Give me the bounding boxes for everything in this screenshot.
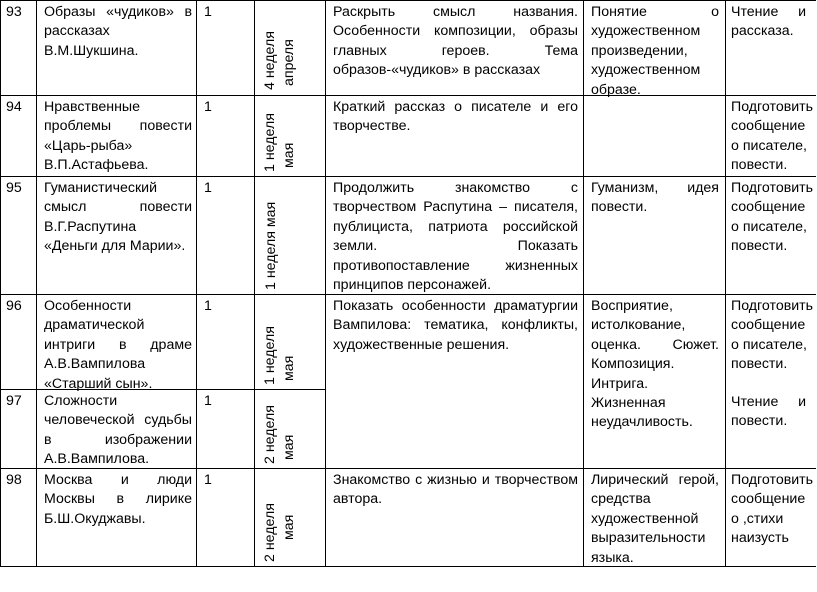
row-number: 97	[6, 393, 22, 409]
row-number: 93	[6, 4, 22, 20]
row-divider	[0, 0, 816, 1]
column-divider	[36, 0, 37, 567]
lesson-date	[261, 503, 299, 562]
homework: Чтение и повести.	[731, 394, 806, 430]
lesson-goals: Раскрыть смысл названия. Особенности композиции, образы главных героев. Тема образов-«чудиков» в рассказах	[333, 4, 578, 79]
lesson-date	[262, 202, 281, 290]
column-divider	[583, 0, 584, 567]
column-divider	[196, 0, 197, 567]
lesson-topic: Москва и люди Москвы в лирике Б.Ш.Окуджавы.	[44, 472, 192, 527]
homework: Подготовить сообщение о писателе, повести.	[731, 99, 814, 174]
row-divider	[0, 176, 816, 177]
column-divider	[254, 0, 255, 567]
lesson-topic: Гуманистический смысл повести В.Г.Распутина «Деньги для Марии».	[44, 180, 192, 255]
lesson-hours: 1	[204, 180, 212, 196]
key-concepts: Гуманизм, идея повести.	[591, 180, 719, 216]
date-line: 2 неделя	[262, 503, 278, 562]
lesson-hours: 1	[204, 472, 212, 488]
lesson-date	[261, 113, 299, 172]
row-number: 96	[6, 298, 22, 314]
date-line: 1 неделя мая	[263, 201, 279, 290]
lesson-goals: Знакомство с жизнью и творчеством автора.	[333, 472, 578, 508]
lesson-goals: Продолжить знакомство с творчеством Распутина – писателя, публициста, патриота российской земли. Показать противопоставление жизненных принципов персонажей.	[333, 180, 578, 294]
row-number: 94	[6, 99, 22, 115]
lesson-goals: Краткий рассказ о писателе и его творчестве.	[333, 99, 578, 135]
date-line: мая	[281, 355, 297, 381]
date-line: 1 неделя	[262, 326, 278, 385]
lesson-topic: Сложности человеческой судьбы в изображении А.В.Вампилова.	[44, 393, 192, 468]
date-line: мая	[281, 514, 297, 540]
date-line: мая	[281, 142, 297, 168]
lesson-date	[261, 326, 299, 385]
key-concepts: Понятие о художественном произведении, художественном образе.	[591, 4, 719, 98]
homework: Чтение и рассказа.	[731, 4, 806, 40]
date-line: 4 неделя	[262, 31, 278, 90]
lesson-hours: 1	[204, 298, 212, 314]
date-line: 1 неделя	[262, 113, 278, 172]
lesson-date	[261, 31, 299, 90]
homework: Подготовить сообщение о писателе, повести.	[731, 298, 814, 373]
lesson-hours: 1	[204, 99, 212, 115]
column-divider	[325, 0, 326, 567]
lesson-date	[261, 405, 299, 464]
column-divider	[0, 0, 1, 567]
date-line: мая	[281, 434, 297, 460]
date-line: 2 неделя	[262, 405, 278, 464]
date-line: апреля	[281, 39, 297, 86]
row-number: 95	[6, 180, 22, 196]
key-concepts: Восприятие, истолкование, оценка. Сюжет. Композиция. Интрига. Жизненная неудачливость.	[591, 298, 719, 431]
column-divider	[725, 0, 726, 567]
homework: Подготовить сообщение о писателе, повести.	[731, 180, 814, 255]
lesson-topic: Особенности драматической интриги в драме А.В.Вампилова «Старший сын».	[44, 298, 192, 392]
lesson-goals: Показать особенности драматургии Вампилова: тематика, конфликты, художественные решения.	[333, 298, 578, 353]
lesson-topic: Нравственные проблемы повести «Царь-рыба» В.П.Астафьева.	[44, 99, 192, 174]
lesson-hours: 1	[204, 4, 212, 20]
key-concepts: Лирический герой, средства художественной выразительности языка.	[591, 472, 719, 566]
lesson-topic: Образы «чудиков» в рассказах В.М.Шукшина.	[44, 4, 192, 59]
homework: Подготовить сообщение о ,стихи наизусть	[731, 472, 814, 547]
row-number: 98	[6, 472, 22, 488]
lesson-hours: 1	[204, 393, 212, 409]
